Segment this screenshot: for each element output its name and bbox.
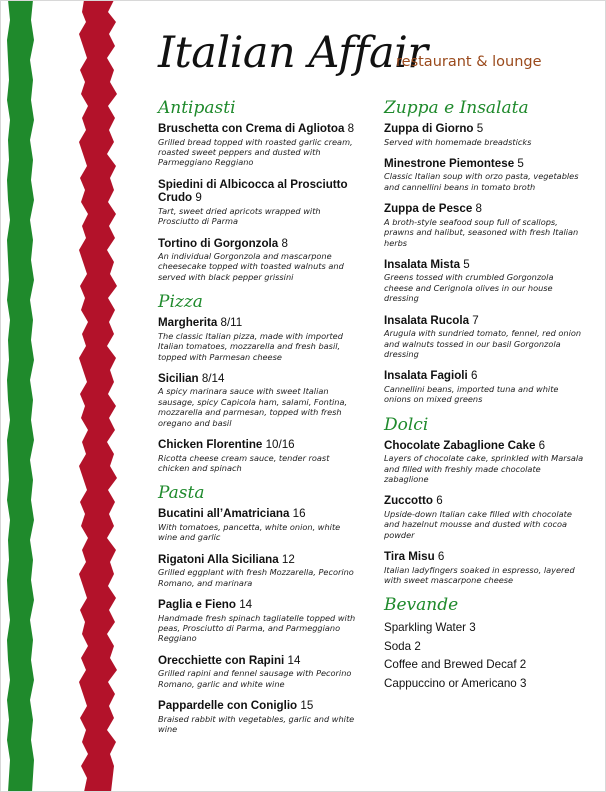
item-name-line xyxy=(384,258,584,272)
section-title-bevande: Bevande xyxy=(384,595,459,616)
item-description: A broth-style seafood soup full of scallops, prawns and halibut, seasoned with fresh Italian herbs xyxy=(384,216,579,248)
item-name: Zuppa de Pesce xyxy=(384,202,473,216)
section-title-dolci: Dolci xyxy=(384,414,429,435)
item-name: Spiedini di Albicocca al Prosciutto Crudo xyxy=(158,177,348,205)
menu-item xyxy=(384,157,584,192)
beverage-price: 3 xyxy=(520,676,527,690)
item-name: Bruschetta con Crema di Agliotoa xyxy=(158,122,345,135)
italian-flag-stripes xyxy=(0,0,130,792)
item-name: Margherita xyxy=(158,316,218,330)
item-description: Braised rabbit with vegetables, garlic and white wine xyxy=(158,713,355,734)
item-name-line xyxy=(158,553,358,567)
item-price: 5 xyxy=(517,156,524,170)
item-name: Tira Misu xyxy=(384,550,435,564)
item-description: Grilled bread topped with roasted garlic cream, roasted sweet peppers and dusted with Parmeggiano Reggiano xyxy=(158,136,353,168)
item-name-line xyxy=(158,699,358,713)
item-price: 8 xyxy=(281,236,288,250)
item-name: Minestrone Piemontese xyxy=(384,156,515,170)
item-description: Handmade fresh spinach tagliatelle topped with peas, Prosciutto di Parma, and Parmeggiano Reggiano xyxy=(158,612,356,644)
beverage-price: 2 xyxy=(519,658,527,672)
item-name: Chocolate Zabaglione Cake xyxy=(384,438,536,452)
menu-item xyxy=(158,699,358,734)
item-price: 14 xyxy=(239,598,253,612)
item-price: 8 xyxy=(475,202,482,216)
menu-item xyxy=(384,550,584,585)
left-column xyxy=(158,98,358,744)
item-name: Sicilian xyxy=(158,371,199,385)
item-description: Greens tossed with crumbled Gorgonzola cheese and Cerignola olives in our house dressing xyxy=(384,272,554,304)
item-price: 9 xyxy=(195,191,202,205)
item-description: Italian ladyfingers soaked in espresso, layered with sweet mascarpone cheese xyxy=(384,564,575,586)
item-description: Layers of chocolate cake, sprinkled with Marsala and filled with freshly made chocolate zabaglione xyxy=(384,453,584,484)
item-price: 7 xyxy=(472,313,479,327)
item-price: 8/11 xyxy=(220,316,243,330)
beverage-name: Coffee and Brewed Decaf xyxy=(384,658,517,672)
menu-item xyxy=(158,316,358,362)
item-name-line xyxy=(158,438,358,452)
section-pasta xyxy=(158,483,358,734)
item-name-line xyxy=(158,237,358,251)
item-name-line xyxy=(384,494,584,508)
section-bevande xyxy=(384,595,584,693)
section-antipasti xyxy=(158,98,358,282)
item-name: Zuppa di Giorno xyxy=(384,122,474,135)
menu-item xyxy=(158,178,358,227)
item-name: Chicken Florentine xyxy=(158,438,263,452)
item-price: 6 xyxy=(471,369,478,383)
item-name-line xyxy=(384,439,584,453)
item-price: 12 xyxy=(281,552,295,566)
item-description: Arugula with sundried tomato, fennel, red onion and walnuts tossed in our basil Gorgonzola dressing xyxy=(384,328,582,359)
beverage-item xyxy=(384,619,584,638)
section-title-pasta: Pasta xyxy=(158,483,205,504)
item-price: 14 xyxy=(287,653,301,667)
section-pizza xyxy=(158,292,358,473)
menu-item xyxy=(384,202,584,248)
item-price: 6 xyxy=(436,494,443,508)
menu-item xyxy=(384,314,584,360)
menu-item xyxy=(384,369,584,404)
item-description: An individual Gorgonzola and mascarpone cheesecake topped with toasted walnuts and served with black pepper grissini xyxy=(158,251,344,282)
item-name-line xyxy=(158,122,358,136)
menu-item xyxy=(384,494,584,540)
beverage-item xyxy=(384,675,584,694)
menu-item xyxy=(158,553,358,588)
restaurant-title: Italian Affair xyxy=(158,28,428,78)
item-name-line xyxy=(384,369,584,383)
item-price: 6 xyxy=(538,438,546,452)
item-name: Paglia e Fieno xyxy=(158,598,236,612)
item-name: Bucatini all’Amatriciana xyxy=(158,507,290,521)
menu-item xyxy=(158,237,358,283)
item-name: Insalata Fagioli xyxy=(384,369,468,383)
item-price: 10/16 xyxy=(265,438,295,452)
item-name: Pappardelle con Coniglio xyxy=(158,699,298,713)
item-name-line xyxy=(158,507,358,521)
item-name-line xyxy=(384,314,584,328)
item-name: Zuccotto xyxy=(384,494,433,508)
item-name-line xyxy=(158,598,358,612)
item-description: The classic Italian pizza, made with imported Italian tomatoes, mozzarella and fresh basil, topped with Parmesan cheese xyxy=(158,330,343,362)
item-description: Tart, sweet dried apricots wrapped with Prosciutto di Parma xyxy=(158,205,321,227)
beverage-item xyxy=(384,656,584,675)
item-description: Served with homemade breadsticks xyxy=(384,136,532,147)
beverage-price: 2 xyxy=(414,639,421,653)
item-name-line xyxy=(384,157,584,171)
item-price: 5 xyxy=(476,122,484,135)
item-description: Upside-down Italian cake filled with chocolate and hazelnut mousse and dusted with cocoa powder xyxy=(384,508,572,540)
section-title-antipasti: Antipasti xyxy=(158,98,236,118)
item-description: Grilled eggplant with fresh Mozzarella, Pecorino Romano, and marinara xyxy=(158,567,354,588)
item-name: Insalata Rucola xyxy=(384,313,470,327)
menu-item xyxy=(158,598,358,644)
item-price: 5 xyxy=(463,257,470,271)
menu-item xyxy=(158,122,358,168)
item-description: Ricotta cheese cream sauce, tender roast chicken and spinach xyxy=(158,452,330,473)
item-price: 8/14 xyxy=(201,371,225,385)
item-name-line xyxy=(158,316,358,330)
item-price: 15 xyxy=(300,699,314,713)
section-dolci xyxy=(384,415,584,586)
item-name-line xyxy=(158,178,358,205)
menu-item xyxy=(384,122,584,147)
item-description: Cannellini beans, imported tuna and white onions on mixed greens xyxy=(384,383,559,405)
menu-item xyxy=(158,372,358,428)
menu-item xyxy=(158,507,358,542)
item-name-line xyxy=(158,372,358,386)
beverage-name: Sparkling Water xyxy=(384,621,467,635)
item-name: Rigatoni Alla Siciliana xyxy=(158,552,279,566)
item-description: Grilled rapini and fennel sausage with Pecorino Romano, garlic and white wine xyxy=(158,668,352,689)
item-name-line xyxy=(158,654,358,668)
beverage-name: Soda xyxy=(384,639,412,653)
item-name: Tortino di Gorgonzola xyxy=(158,236,279,250)
item-price: 6 xyxy=(437,550,445,564)
item-name-line xyxy=(384,122,584,136)
beverage-name: Cappuccino or Americano xyxy=(384,676,517,690)
beverage-item xyxy=(384,638,584,657)
item-price: 8 xyxy=(347,122,355,135)
item-name-line xyxy=(384,550,584,564)
section-zuppa-insalata xyxy=(384,98,584,405)
item-description: A spicy marinara sauce with sweet Italian sausage, spicy Capicola ham, salami, Fontina, mozzarella and parmesan, topped with fresh oregano and basil xyxy=(158,386,348,428)
restaurant-subtitle: restaurant & lounge xyxy=(396,54,542,70)
menu-item xyxy=(384,439,584,485)
item-description: With tomatoes, pancetta, white onion, white wine and garlic xyxy=(158,521,341,543)
menu-item xyxy=(384,258,584,304)
item-description: Classic Italian soup with orzo pasta, vegetables and cannellini beans in tomato broth xyxy=(384,171,579,192)
section-title-zuppa-insalata: Zuppa e Insalata xyxy=(384,98,529,118)
item-name: Insalata Mista xyxy=(384,257,461,271)
menu-item xyxy=(158,654,358,689)
item-name-line xyxy=(384,202,584,216)
section-title-pizza: Pizza xyxy=(158,292,203,313)
beverage-price: 3 xyxy=(469,621,476,635)
right-column xyxy=(384,98,584,693)
item-name: Orecchiette con Rapini xyxy=(158,653,285,667)
menu-item xyxy=(158,438,358,473)
item-price: 16 xyxy=(292,507,306,521)
